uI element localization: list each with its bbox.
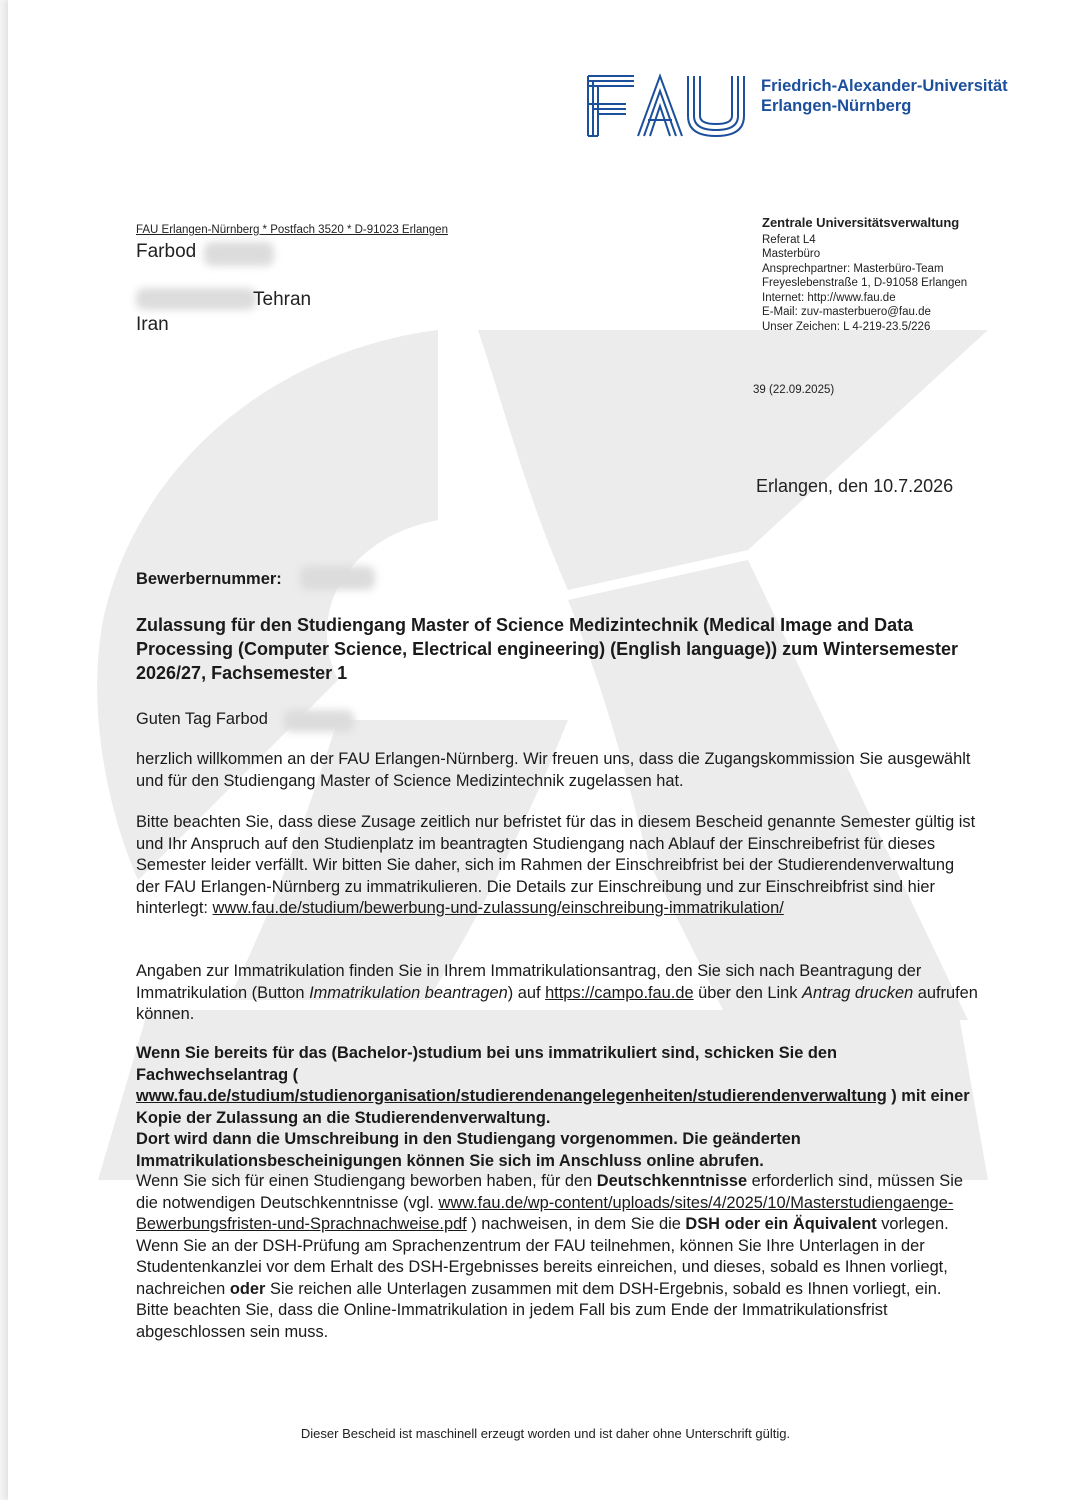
- university-name-line2: Erlangen-Nürnberg: [761, 97, 912, 115]
- german-bold: Deutschkenntnisse: [596, 1172, 748, 1190]
- fau-logo: [586, 72, 1036, 142]
- enrollment-link[interactable]: www.fau.de/studium/bewerbung-und-zulassung/einschreibung-immatrikulation/: [212, 899, 784, 917]
- reference-code: 39 (22.09.2025): [753, 384, 835, 396]
- german-text: vorlegen. Wenn Sie an der DSH-Prüfung am Sprachenzentrum der FAU teilnehmen, können Sie Ihre Unterlagen in der Studentenkanzlei vor dem Erhalt des DSH-Ergebnisses bereits einreichen, und dieses, sobald es Ihnen vorliegt, nachreichen: [136, 1215, 949, 1298]
- german-text: Wenn Sie sich für einen Studiengang beworben haben, für den: [136, 1172, 597, 1190]
- office-line: Masterbüro: [762, 248, 821, 260]
- german-bold: DSH oder ein Äquivalent: [685, 1215, 877, 1233]
- recipient-country: Iran: [136, 314, 169, 335]
- letter-page: [8, 0, 1083, 1500]
- recipient-name: Farbod: [136, 241, 197, 262]
- redacted-greeting-surname: [284, 710, 354, 732]
- applicant-number-label: Bewerbernummer:: [136, 570, 282, 588]
- paragraph-welcome: herzlich willkommen an der FAU Erlangen-Nürnberg. Wir freuen uns, dass die Zugangskommission Sie ausgewählt und für den Studiengang Master of Science Medizintechnik zugelassen hat.: [136, 750, 971, 790]
- info-text: über den Link: [693, 983, 803, 1002]
- place-date: Erlangen, den 10.7.2026: [756, 476, 954, 496]
- fau-logo-mark: [586, 72, 751, 142]
- office-website: Internet: http://www.fau.de: [762, 291, 896, 304]
- language-requirements-link[interactable]: www.fau.de/wp-content/uploads/sites/4/2025/10/Masterstudiengaenge-Bewerbungsfristen-und-Sprachnachweise.pdf: [136, 1193, 954, 1233]
- sender-return-address: FAU Erlangen-Nürnberg * Postfach 3520 * D-91023 Erlangen: [136, 224, 448, 236]
- office-line: Referat L4: [762, 233, 816, 246]
- final-note: Bitte beachten Sie, dass die Online-Immatrikulation in jedem Fall bis zum Ende der Immatrikulationsfrist abgeschlossen sein muss.: [136, 1301, 888, 1341]
- german-text: Sie reichen alle Unterlagen zusammen mit dem DSH-Ergebnis, sobald es Ihnen vorliegt, ein.: [265, 1279, 942, 1298]
- switch-text: Dort wird dann die Umschreibung in den Studiengang vorgenommen. Die geänderten Immatrikulationsbescheinigungen können Sie sich im Anschluss online abrufen.: [136, 1130, 801, 1170]
- info-button-name: Immatrikulation beantragen: [309, 983, 508, 1002]
- paragraph-deadline: [136, 812, 981, 920]
- info-text: ) auf: [507, 983, 546, 1002]
- campo-link[interactable]: https://campo.fau.de: [545, 983, 694, 1002]
- switch-text: ) mit einer Kopie der Zulassung an die Studierendenverwaltung.: [136, 1087, 970, 1127]
- info-link-name: Antrag drucken: [802, 983, 914, 1002]
- german-text: erforderlich sind, müssen Sie die notwendigen Deutschkenntnisse (vgl.: [136, 1172, 963, 1212]
- recipient-city: Tehran: [253, 289, 312, 310]
- greeting: Guten Tag Farbod: [136, 710, 268, 728]
- office-heading: Zentrale Universitätsverwaltung: [762, 215, 960, 230]
- redacted-surname: [204, 242, 274, 266]
- footer-note: Dieser Bescheid ist maschinell erzeugt worden und ist daher ohne Unterschrift gültig.: [300, 1426, 791, 1441]
- redacted-street: [136, 288, 256, 310]
- office-email: E-Mail: zuv-masterbuero@fau.de: [762, 306, 931, 318]
- university-name-line1: Friedrich-Alexander-Universität: [761, 77, 1008, 95]
- paragraph-enrollment-info: [136, 961, 981, 1026]
- german-text: ) nachweisen, in dem Sie die: [466, 1215, 686, 1233]
- letter-subject: Zulassung für den Studiengang Master of Science Medizintechnik (Medical Image and Data Processing (Computer Science, Electrical engineering) (English language)) zum Wintersemester 2026/27, Fachsemester 1: [136, 615, 959, 683]
- deadline-text: Bitte beachten Sie, dass diese Zusage zeitlich nur befristet für das in diesem Bescheid genannte Semester gültig ist und Ihr Anspruch auf den Studienplatz im beantragten Studiengang nach Ablauf der Einschreibefrist für dieses Semester leider verfällt. Wir bitten Sie daher, sich im Rahmen der Einschreibfrist bei der Studierendenverwaltung der FAU Erlangen-Nürnberg zu immatrikulieren. Die Details zur Einschreibung und zur Einschreibfrist sind hier hinterlegt:: [136, 813, 976, 917]
- university-name: [761, 76, 1008, 116]
- paragraph-program-switch: [136, 1043, 981, 1172]
- office-reference: Unser Zeichen: L 4-219-23.5/226: [762, 320, 931, 333]
- info-text: aufrufen können.: [136, 983, 978, 1023]
- office-info: [762, 216, 967, 334]
- switch-form-link[interactable]: www.fau.de/studium/studienorganisation/studierendenangelegenheiten/studierendenverwaltung: [136, 1087, 887, 1105]
- german-bold: oder: [229, 1279, 266, 1298]
- office-line: Ansprechpartner: Masterbüro-Team: [762, 262, 944, 275]
- switch-text: Wenn Sie bereits für das (Bachelor-)studium bei uns immatrikuliert sind, schicken Sie den Fachwechselantrag (: [136, 1044, 838, 1084]
- info-text: Angaben zur Immatrikulation finden Sie in Ihrem Immatrikulationsantrag, den Sie sich nach Beantragung der Immatrikulation (Button: [136, 962, 922, 1002]
- paragraph-german-requirements: [136, 1171, 981, 1343]
- office-line: Freyeslebenstraße 1, D-91058 Erlangen: [762, 277, 968, 289]
- redacted-applicant-number: [300, 566, 375, 590]
